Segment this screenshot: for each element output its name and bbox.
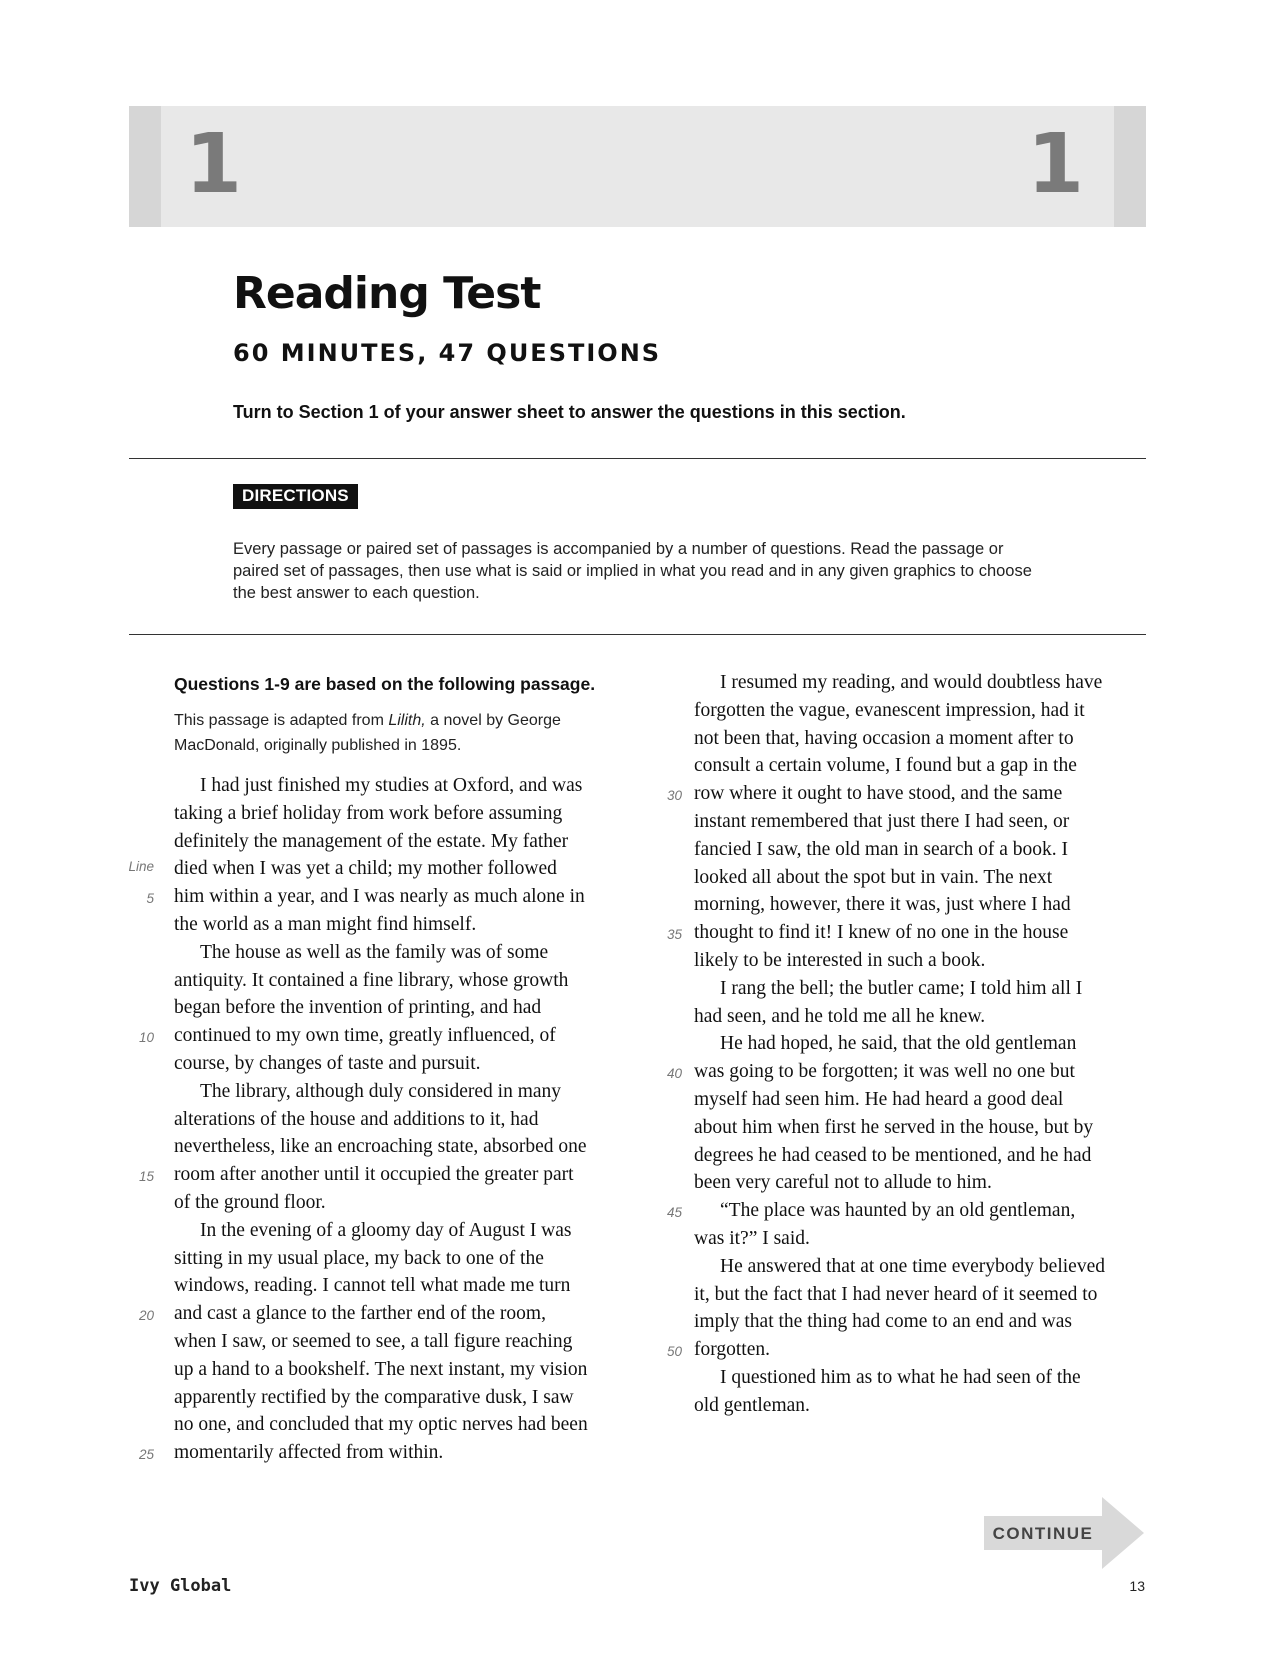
line-number: 40 bbox=[666, 1066, 682, 1082]
passage-line: began before the invention of printing, and had bbox=[174, 997, 542, 1019]
divider-bottom bbox=[129, 634, 1146, 635]
passage-line: morning, however, there it was, just where I had bbox=[694, 894, 1071, 916]
passage-line: course, by changes of taste and pursuit. bbox=[174, 1052, 481, 1074]
passage-column-right bbox=[694, 669, 1154, 1420]
passage-line: I rang the bell; the butler came; I told him all I bbox=[720, 977, 1083, 999]
passage-line: taking a brief holiday from work before assuming bbox=[174, 802, 563, 824]
passage-line: “The place was haunted by an old gentleman, bbox=[720, 1200, 1076, 1222]
divider-top bbox=[129, 458, 1146, 459]
test-duration: 60 MINUTES, 47 QUESTIONS bbox=[233, 339, 662, 367]
passage-line: the world as a man might find himself. bbox=[174, 913, 477, 935]
passage-line: consult a certain volume, I found but a gap in the bbox=[694, 755, 1077, 777]
passage-line: windows, reading. I cannot tell what made me turn bbox=[174, 1275, 571, 1297]
continue-button[interactable]: CONTINUE bbox=[992, 1524, 1094, 1543]
line-number: 45 bbox=[666, 1205, 682, 1221]
passage-line: continued to my own time, greatly influenced, of bbox=[174, 1025, 556, 1047]
line-label: Line bbox=[128, 859, 154, 874]
page-number: 13 bbox=[1129, 1578, 1145, 1594]
section-number-left: 1 bbox=[185, 117, 243, 212]
passage-line: about him when first he served in the house, but by bbox=[694, 1116, 1094, 1138]
source-prefix: This passage is adapted from bbox=[174, 712, 389, 729]
passage-line: up a hand to a bookshelf. The next instant, my vision bbox=[174, 1358, 588, 1380]
passage-line: thought to find it! I knew of no one in the house bbox=[694, 922, 1069, 944]
passage-line: degrees he had ceased to be mentioned, and he had bbox=[694, 1144, 1092, 1166]
passage-line: forgotten. bbox=[694, 1339, 771, 1361]
passage-heading: Questions 1-9 are based on the following passage. bbox=[174, 674, 596, 694]
passage-line: I resumed my reading, and would doubtless have bbox=[720, 672, 1103, 693]
publisher-logo: Ivy Global bbox=[129, 1576, 232, 1596]
directions-label: DIRECTIONS bbox=[233, 484, 358, 509]
passage-line: alterations of the house and additions to it, had bbox=[174, 1108, 539, 1130]
passage-line: In the evening of a gloomy day of August I was bbox=[200, 1219, 572, 1241]
line-number: 35 bbox=[666, 927, 682, 943]
passage-line: He had hoped, he said, that the old gentleman bbox=[720, 1033, 1077, 1055]
passage-line: I questioned him as to what he had seen of the bbox=[720, 1366, 1081, 1388]
passage-line: and cast a glance to the farther end of the room, bbox=[174, 1303, 546, 1325]
passage-line: antiquity. It contained a fine library, whose growth bbox=[174, 969, 569, 991]
page-title: Reading Test bbox=[233, 268, 541, 319]
passage-line: when I saw, or seemed to see, a tall figure reaching bbox=[174, 1330, 573, 1352]
section-number-right: 1 bbox=[1026, 117, 1084, 212]
passage-column-left bbox=[174, 772, 634, 1467]
passage-line: room after another until it occupied the greater part bbox=[174, 1164, 574, 1186]
line-number: 5 bbox=[146, 891, 154, 907]
passage-source bbox=[174, 708, 614, 758]
passage-line: of the ground floor. bbox=[174, 1191, 326, 1213]
line-number: 25 bbox=[138, 1447, 154, 1463]
passage-line: apparently rectified by the comparative dusk, I saw bbox=[174, 1386, 574, 1408]
band-tab-right bbox=[1114, 106, 1146, 227]
passage-line: was going to be forgotten; it was well no one but bbox=[694, 1061, 1075, 1083]
passage-line: row where it ought to have stood, and the same bbox=[694, 783, 1063, 805]
line-number: 15 bbox=[138, 1169, 154, 1185]
line-number: 30 bbox=[666, 788, 682, 804]
passage-line: no one, and concluded that my optic nerves had been bbox=[174, 1414, 588, 1436]
directions-text: Every passage or paired set of passages is accompanied by a number of questions. Read the passage or paired set of passages, then use what is said or implied in what you read and in any given graphics to choose the best answer to each question. bbox=[233, 540, 1032, 602]
passage-line: been very careful not to allude to him. bbox=[694, 1172, 992, 1194]
passage-line: forgotten the vague, evanescent impression, had it bbox=[694, 699, 1085, 721]
passage-line: died when I was yet a child; my mother followed bbox=[174, 858, 557, 880]
passage-line: was it?” I said. bbox=[694, 1227, 810, 1249]
passage-line: likely to be interested in such a book. bbox=[694, 949, 986, 971]
passage-line: I had just finished my studies at Oxford, and was bbox=[200, 775, 583, 796]
line-number: 20 bbox=[138, 1308, 154, 1324]
passage-line: old gentleman. bbox=[694, 1394, 810, 1416]
passage-line: He answered that at one time everybody believed bbox=[720, 1255, 1105, 1277]
passage-line: The library, although duly considered in many bbox=[200, 1080, 562, 1102]
passage-line: instant remembered that just there I had seen, or bbox=[694, 810, 1070, 832]
passage-line: momentarily affected from within. bbox=[174, 1442, 444, 1464]
passage-line: imply that the thing had come to an end and was bbox=[694, 1311, 1072, 1333]
passage-line: it, but the fact that I had never heard of it seemed to bbox=[694, 1283, 1098, 1305]
source-title: Lilith, bbox=[388, 712, 426, 729]
line-number: 50 bbox=[666, 1344, 682, 1360]
passage-line: The house as well as the family was of some bbox=[200, 941, 549, 963]
answer-sheet-instruction: Turn to Section 1 of your answer sheet to answer the questions in this section. bbox=[233, 402, 906, 422]
passage-line: fancied I saw, the old man in search of a book. I bbox=[694, 838, 1068, 860]
passage-line: looked all about the spot but in vain. The next bbox=[694, 866, 1053, 888]
section-header-band bbox=[129, 106, 1146, 227]
line-number: 10 bbox=[138, 1030, 154, 1046]
passage-line: had seen, and he told me all he knew. bbox=[694, 1005, 986, 1027]
passage-line: sitting in my usual place, my back to one of the bbox=[174, 1247, 544, 1269]
passage-line: definitely the management of the estate. My father bbox=[174, 830, 569, 852]
passage-line: him within a year, and I was nearly as much alone in bbox=[174, 886, 585, 908]
source-suffix: a novel by George MacDonald, originally published in 1895. bbox=[174, 712, 561, 754]
passage-line: myself had seen him. He had heard a good deal bbox=[694, 1088, 1064, 1110]
passage-line: not been that, having occasion a moment after to bbox=[694, 727, 1074, 749]
passage-line: nevertheless, like an encroaching state, absorbed one bbox=[174, 1136, 587, 1158]
band-tab-left bbox=[129, 106, 161, 227]
